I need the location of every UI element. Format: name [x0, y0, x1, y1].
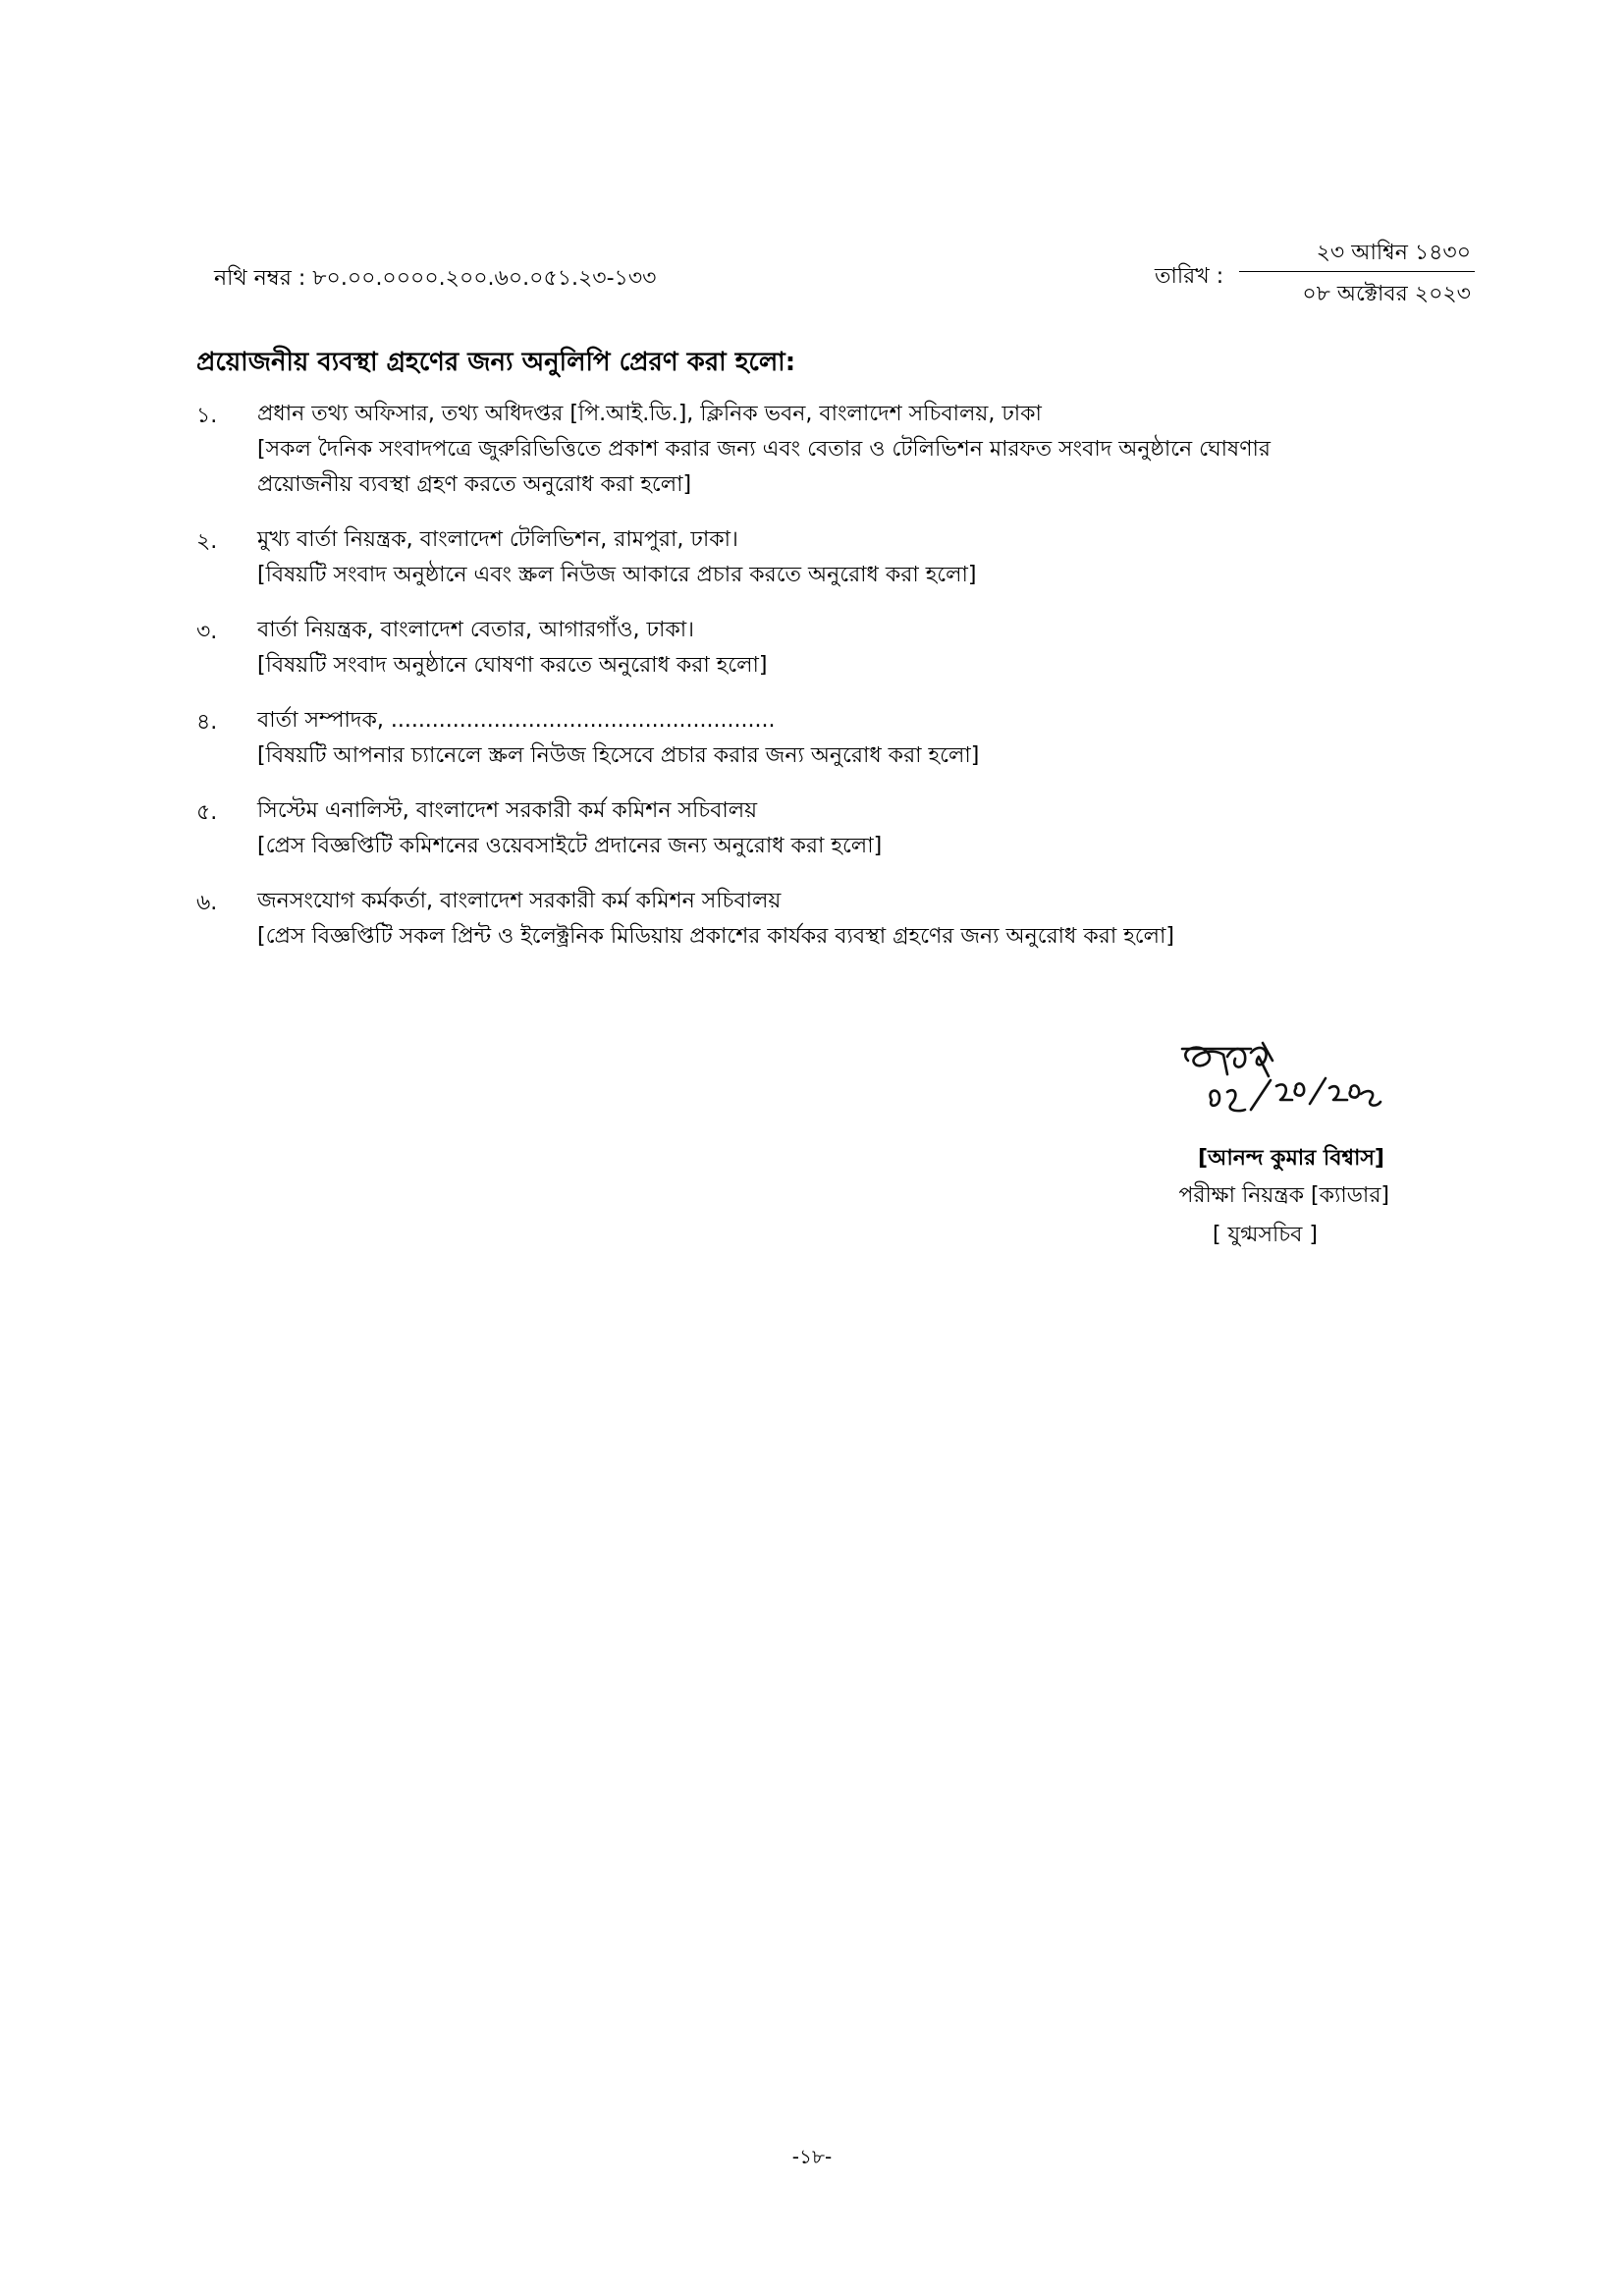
page-number: -১৮-	[791, 2145, 833, 2168]
item-note: [বিষয়টি সংবাদ অনুষ্ঠানে এবং স্ক্রল নিউজ আকারে প্রচার করতে অনুরোধ করা হলো]	[257, 563, 977, 587]
item-recipient: সিস্টেম এনালিস্ট, বাংলাদেশ সরকারী কর্ম কমিশন সচিবালয়	[257, 798, 758, 823]
handwritten-signature	[1168, 1031, 1384, 1139]
list-item	[196, 703, 1316, 774]
list-item	[196, 884, 1316, 955]
item-note: [সকল দৈনিক সংবাদপত্রে জুরুরিভিত্তিতে প্রকাশ করার জন্য এবং বেতার ও টেলিভিশন মারফত সংবাদ অনুষ্ঠানে ঘোষণার প্রয়োজনীয় ব্যবস্থা গ্রহণ করতে অনুরোধ করা হলো]	[257, 437, 1271, 497]
date-label: তারিখ :	[1155, 264, 1224, 289]
signer-rank: [ যুগ্মসচিব ]	[1212, 1223, 1318, 1247]
distribution-heading: প্রয়োজনীয় ব্যবস্থা গ্রহণের জন্য অনুলিপি প্রেরণ করা হলো:	[196, 348, 796, 377]
signer-title: পরীক্ষা নিয়ন্ত্রক [ক্যাডার]	[1178, 1183, 1389, 1208]
item-recipient: প্রধান তথ্য অফিসার, তথ্য অধিদপ্তর [পি.আই.ডি.], ক্লিনিক ভবন, বাংলাদেশ সচিবালয়, ঢাকা	[257, 402, 1042, 426]
list-item	[196, 613, 1316, 683]
item-note: [বিষয়টি সংবাদ অনুষ্ঠানে ঘোষণা করতে অনুরোধ করা হলো]	[257, 653, 768, 678]
item-number: ১.	[196, 404, 218, 428]
item-note: [বিষয়টি আপনার চ্যানেলে স্ক্রল নিউজ হিসেবে প্রচার করার জন্য অনুরোধ করা হলো]	[257, 743, 980, 768]
item-number: ২.	[196, 529, 218, 554]
item-recipient: মুখ্য বার্তা নিয়ন্ত্রক, বাংলাদেশ টেলিভিশন, রামপুরা, ঢাকা।	[257, 527, 738, 552]
item-number: ৪.	[196, 710, 218, 735]
item-number: ৬.	[196, 891, 218, 915]
item-recipient: বার্তা সম্পাদক, ........................................................	[257, 708, 776, 733]
signer-name: [আনন্দ কুমার বিশ্বাস]	[1198, 1146, 1384, 1171]
memo-number: নথি নম্বর : ৮০.০০.০০০০.২০০.৬০.০৫১.২৩-১৩৩	[214, 266, 657, 291]
item-note: [প্রেস বিজ্ঞপ্তিটি কমিশনের ওয়েবসাইটে প্রদানের জন্য অনুরোধ করা হলো]	[257, 834, 883, 858]
list-item	[196, 522, 1316, 593]
signature-block	[1090, 1031, 1424, 1267]
item-number: ৫.	[196, 800, 218, 825]
item-number: ৩.	[196, 620, 218, 644]
date-divider	[1239, 271, 1475, 272]
item-recipient: বার্তা নিয়ন্ত্রক, বাংলাদেশ বেতার, আগারগাঁও, ঢাকা।	[257, 618, 694, 642]
date-gregorian: ০৮ অক্টোবর ২০২৩	[1302, 282, 1471, 306]
list-item	[196, 397, 1316, 503]
list-item	[196, 793, 1316, 864]
date-block	[1155, 236, 1479, 314]
item-note: [প্রেস বিজ্ঞপ্তিটি সকল প্রিন্ট ও ইলেক্ট্রনিক মিডিয়ায় প্রকাশের কার্যকর ব্যবস্থা গ্রহণের জন্য অনুরোধ করা হলো]	[257, 924, 1174, 949]
distribution-list	[196, 397, 1316, 974]
item-recipient: জনসংযোগ কর্মকর্তা, বাংলাদেশ সরকারী কর্ম কমিশন সচিবালয়	[257, 889, 782, 913]
date-bangla: ২৩ আশ্বিন ১৪৩০	[1316, 241, 1471, 265]
